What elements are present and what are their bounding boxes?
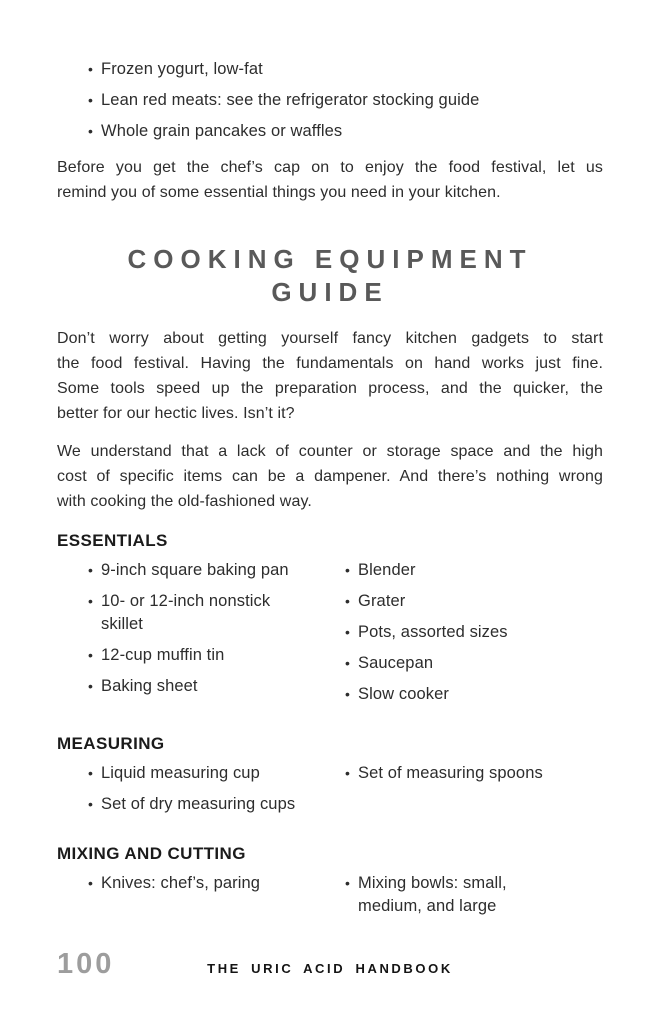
measuring-left-column	[57, 762, 345, 824]
list-item	[88, 644, 345, 667]
bullet-icon: •	[88, 796, 94, 812]
list-item-text: Whole grain pancakes or waffles	[101, 122, 343, 140]
mixing-left-column	[57, 872, 345, 926]
section-heading: MEASURING	[57, 734, 165, 753]
bullet-icon: •	[345, 593, 351, 609]
bullet-icon: •	[88, 61, 94, 77]
bullet-icon: •	[345, 875, 351, 891]
intro-paragraph	[57, 155, 603, 205]
list-item	[345, 559, 603, 582]
paragraph-line: with cooking the old-fashioned way.	[57, 493, 312, 510]
bullet-icon: •	[88, 593, 94, 609]
list-item	[88, 675, 345, 698]
paragraph-line: remind you of some essential things you need in your kitchen.	[57, 184, 501, 201]
list-item	[345, 652, 603, 675]
essentials-right-column	[345, 559, 603, 714]
bullet-icon: •	[345, 765, 351, 781]
list-item	[88, 590, 345, 636]
body-paragraph	[57, 439, 603, 514]
list-item-text: Slow cooker	[358, 685, 449, 703]
list-item	[88, 58, 603, 81]
list-item	[88, 762, 345, 785]
section-essentials	[57, 531, 603, 714]
paragraph-line: better for our hectic lives. Isn’t it?	[57, 405, 295, 422]
paragraph-line: Before you get the chef’s cap on to enjoy the food festival, let us	[57, 159, 603, 176]
book-title: THE URIC ACID HANDBOOK	[207, 961, 453, 976]
list-item	[88, 559, 345, 582]
section-measuring	[57, 734, 603, 824]
list-item-text: Pots, assorted sizes	[358, 623, 508, 641]
bullet-icon: •	[88, 92, 94, 108]
list-item	[88, 793, 345, 816]
list-item-text: 9-inch square baking pan	[101, 561, 289, 579]
list-item-text: Baking sheet	[101, 677, 198, 695]
section-mixing-and-cutting	[57, 844, 603, 926]
list-item-text: Knives: chef’s, paring	[101, 874, 261, 892]
paragraph-line: the food festival. Having the fundamentals on hand works just fine.	[57, 355, 603, 372]
list-item-text: Blender	[358, 561, 416, 579]
paragraph-line: Don’t worry about getting yourself fancy kitchen gadgets to start	[57, 330, 603, 347]
list-item-text: Set of measuring spoons	[358, 764, 543, 782]
two-column-list	[57, 762, 603, 824]
bullet-icon: •	[88, 678, 94, 694]
list-item	[88, 120, 603, 143]
paragraph-line: Some tools speed up the preparation process, and the quicker, the	[57, 380, 603, 397]
list-item	[88, 89, 603, 112]
list-item	[345, 621, 603, 644]
two-column-list	[57, 872, 603, 926]
section-heading: MIXING AND CUTTING	[57, 844, 246, 863]
two-column-list	[57, 559, 603, 714]
page-footer	[0, 950, 660, 990]
paragraph-line: cost of specific items can be a dampener. And there’s nothing wrong	[57, 468, 603, 485]
bullet-icon: •	[345, 562, 351, 578]
chapter-heading-line: GUIDE	[271, 277, 389, 307]
bullet-icon: •	[345, 624, 351, 640]
list-item-text: Lean red meats: see the refrigerator stocking guide	[101, 91, 480, 109]
bullet-icon: •	[88, 647, 94, 663]
essentials-left-column	[57, 559, 345, 714]
list-item-text: Mixing bowls: small, medium, and large	[358, 874, 507, 915]
page-number: 100	[57, 948, 115, 980]
bullet-icon: •	[345, 655, 351, 671]
bullet-icon: •	[88, 562, 94, 578]
section-heading: ESSENTIALS	[57, 531, 168, 550]
list-item-text: Set of dry measuring cups	[101, 795, 296, 813]
snack-food-list	[57, 58, 603, 143]
list-item	[345, 872, 603, 918]
list-item	[345, 683, 603, 706]
bullet-icon: •	[88, 765, 94, 781]
list-item	[345, 590, 603, 613]
measuring-right-column	[345, 762, 603, 824]
list-item-text: 12-cup muffin tin	[101, 646, 225, 664]
list-item-text: Liquid measuring cup	[101, 764, 260, 782]
bullet-icon: •	[88, 875, 94, 891]
list-item-text: Grater	[358, 592, 406, 610]
list-item-text: Frozen yogurt, low-fat	[101, 60, 263, 78]
chapter-heading	[57, 243, 603, 309]
paragraph-line: We understand that a lack of counter or storage space and the high	[57, 443, 603, 460]
mixing-right-column	[345, 872, 603, 926]
chapter-heading-line: COOKING EQUIPMENT	[127, 244, 533, 274]
list-item	[88, 872, 345, 895]
list-item	[345, 762, 603, 785]
list-item-text: Saucepan	[358, 654, 434, 672]
bullet-icon: •	[345, 686, 351, 702]
bullet-icon: •	[88, 123, 94, 139]
list-item-text: 10- or 12-inch nonstick skillet	[101, 592, 271, 633]
body-paragraph	[57, 326, 603, 426]
